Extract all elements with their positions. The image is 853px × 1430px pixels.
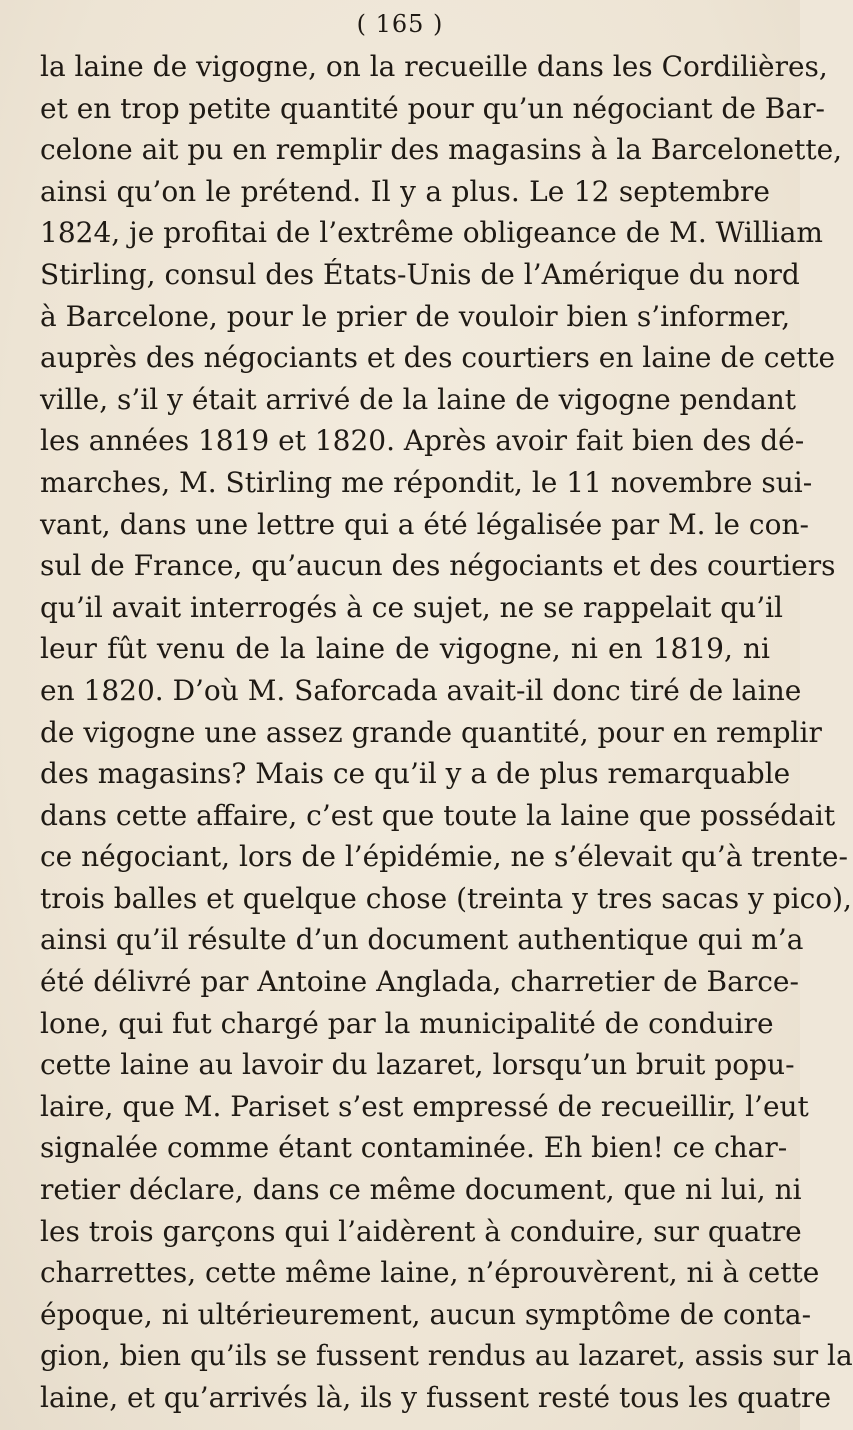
text-line: époque, ni ultérieurement, aucun symptôme de conta- (40, 1297, 812, 1331)
text-line: cette laine au lavoir du lazaret, lorsqu’un bruit popu- (40, 1048, 795, 1082)
text-line: dans cette affaire, c’est que toute la laine que possédait (40, 798, 836, 832)
page-body-text (40, 46, 853, 1419)
text-line: été délivré par Antoine Anglada, charretier de Barce- (40, 965, 799, 999)
text-line: vant, dans une lettre qui a été légalisée par M. le con- (40, 507, 809, 541)
text-line: les trois garçons qui l’aidèrent à conduire, sur quatre (40, 1214, 802, 1248)
text-line: ainsi qu’il résulte d’un document authentique qui m’a (40, 923, 804, 957)
text-line: laire, que M. Pariset s’est empressé de recueillir, l’eut (40, 1089, 809, 1123)
page-number: ( 165 ) (356, 10, 444, 38)
text-line: gion, bien qu’ils se fussent rendus au lazaret, assis sur la (40, 1339, 853, 1373)
text-line: ville, s’il y était arrivé de la laine de vigogne pendant (40, 382, 797, 416)
text-line: marches, M. Stirling me répondit, le 11 novembre sui- (40, 465, 813, 499)
text-line: des magasins? Mais ce qu’il y a de plus remarquable (40, 757, 791, 791)
text-line: lone, qui fut chargé par la municipalité de conduire (40, 1006, 774, 1040)
text-line: en 1820. D’où M. Saforcada avait-il donc tiré de laine (40, 673, 802, 707)
text-line: charrettes, cette même laine, n’éprouvèrent, ni à cette (40, 1256, 820, 1290)
text-line: 1824, je profitai de l’extrême obligeance de M. William (40, 216, 823, 250)
text-line: sul de France, qu’aucun des négociants et des courtiers (40, 549, 836, 583)
text-line: ce négociant, lors de l’épidémie, ne s’élevait qu’à trente- (40, 840, 848, 874)
text-line: retier déclare, dans ce même document, que ni lui, ni (40, 1173, 802, 1207)
text-line: à Barcelone, pour le prier de vouloir bien s’informer, (40, 299, 791, 333)
text-line: les années 1819 et 1820. Après avoir fait bien des dé- (40, 424, 805, 458)
text-line: laine, et qu’arrivés là, ils y fussent resté tous les quatre (40, 1381, 832, 1414)
text-line: qu’il avait interrogés à ce sujet, ne se rappelait qu’il (40, 590, 783, 624)
text-line: trois balles et quelque chose (treinta y tres sacas y pico), (40, 881, 852, 915)
text-line: ainsi qu’on le prétend. Il y a plus. Le 12 septembre (40, 174, 770, 208)
text-line: de vigogne une assez grande quantité, pour en remplir (40, 715, 822, 749)
text-line: signalée comme étant contaminée. Eh bien! ce char- (40, 1131, 788, 1165)
text-line: la laine de vigogne, on la recueille dans les Cordilières, (40, 50, 828, 83)
text-line: auprès des négociants et des courtiers en laine de cette (40, 341, 836, 375)
text-line: et en trop petite quantité pour qu’un négociant de Bar- (40, 91, 825, 125)
text-line: celone ait pu en remplir des magasins à la Barcelonette, (40, 133, 843, 167)
text-line: Stirling, consul des États-Unis de l’Amérique du nord (40, 257, 800, 291)
text-line: leur fût venu de la laine de vigogne, ni en 1819, ni (40, 632, 770, 666)
